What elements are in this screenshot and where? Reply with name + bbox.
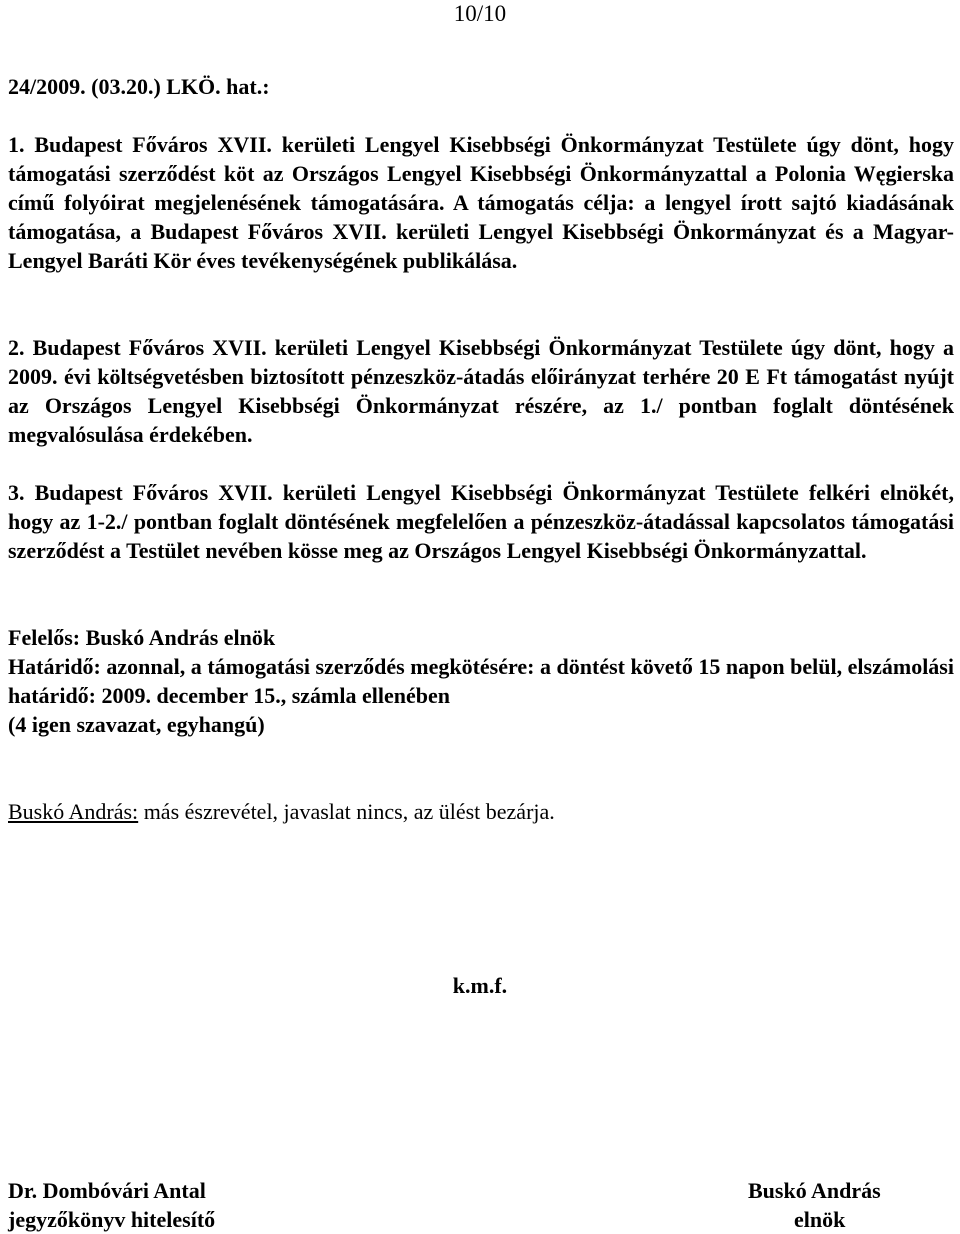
resolution-reference: 24/2009. (03.20.) LKÖ. hat.: — [8, 74, 270, 99]
resolution-item-2: 2. Budapest Főváros XVII. kerületi Lengyel Kisebbségi Önkormányzat Testülete úgy dönt, hogy a 2009. évi költségvetésben biztosított pénzeszköz-átadás előirányzat terhére 20 E Ft támogatást nyújt az Országos Lengyel Kisebbségi Önkormányzat részére, az 1./ pontban foglalt döntésének megvalósulása érdekében. — [8, 335, 954, 447]
resolution-item-3: 3. Budapest Főváros XVII. kerületi Lengyel Kisebbségi Önkormányzat Testülete felkéri elnökét, hogy az 1-2./ pontban foglalt döntésének megfelelően a pénzeszköz-átadással kapcsolatos támogatási szerződést a Testület nevében kösse meg az Országos Lengyel Kisebbségi Önkormányzattal. — [8, 480, 954, 563]
signature-left-role: jegyzőkönyv hitelesítő — [8, 1207, 216, 1232]
signature-right-role: elnök — [794, 1207, 846, 1232]
closing-speaker: Buskó András: — [8, 799, 139, 824]
signature-left-name: Dr. Dombóvári Antal — [8, 1178, 206, 1203]
deadline-line: Határidő: azonnal, a támogatási szerződés megkötésére: a döntést követő 15 napon belül, elszámolási határidő: 2009. december 15., számla ellenében — [8, 654, 954, 708]
closing-text: más észrevétel, javaslat nincs, az ülést bezárja. — [138, 799, 555, 824]
page-number: 10/10 — [453, 1, 507, 26]
resolution-item-1: 1. Budapest Főváros XVII. kerületi Lengyel Kisebbségi Önkormányzat Testülete úgy dönt, hogy támogatási szerződést köt az Országos Lengyel Kisebbségi Önkormányzattal a Polonia Węgierska című folyóirat megjelenésének támogatására. A támogatás célja: a lengyel írott sajtó kiadásának támogatása, a Budapest Főváros XVII. kerületi Lengyel Kisebbségi Önkormányzat és a Magyar-Lengyel Baráti Kör éves tevékenységének publikálása. — [8, 132, 954, 273]
responsible-line: Felelős: Buskó András elnök — [8, 625, 276, 650]
vote-result: (4 igen szavazat, egyhangú) — [8, 712, 265, 737]
kmf-mark: k.m.f. — [452, 973, 508, 998]
closing-statement — [8, 797, 954, 826]
signature-right-name: Buskó András — [748, 1178, 881, 1203]
